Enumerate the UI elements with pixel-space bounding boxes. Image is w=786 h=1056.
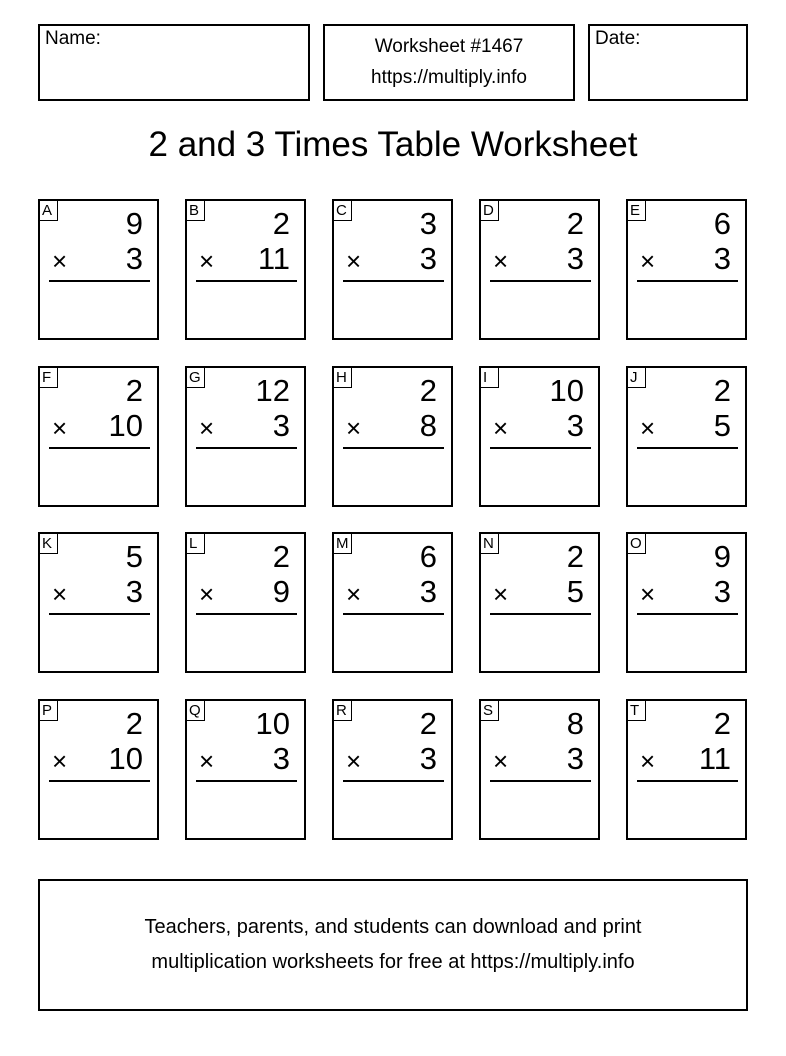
multiplier: 11 — [257, 241, 290, 276]
answer-rule — [343, 780, 444, 782]
problem-letter: E — [627, 200, 646, 221]
problem-letter: L — [186, 533, 205, 554]
problem-letter: O — [627, 533, 646, 554]
multiplier: 3 — [419, 574, 437, 609]
multiplicand: 2 — [713, 706, 731, 741]
multiply-sign: × — [199, 246, 215, 276]
multiplicand: 9 — [713, 539, 731, 574]
multiplicand: 2 — [125, 706, 143, 741]
problem-letter: Q — [186, 700, 205, 721]
worksheet-number: Worksheet #1467 — [374, 36, 524, 57]
multiplier: 10 — [108, 741, 143, 776]
problem-j — [626, 366, 747, 507]
problem-l — [185, 532, 306, 673]
multiplier: 9 — [272, 574, 290, 609]
problem-letter: S — [480, 700, 499, 721]
problem-letter: N — [480, 533, 499, 554]
multiply-sign: × — [346, 579, 362, 609]
multiplicand: 10 — [255, 706, 290, 741]
worksheet-url: https://multiply.info — [371, 67, 527, 88]
answer-rule — [637, 780, 738, 782]
multiplicand: 2 — [419, 373, 437, 408]
problem-s — [479, 699, 600, 840]
multiplier: 3 — [713, 574, 731, 609]
problem-letter: K — [39, 533, 58, 554]
footer-line-1: Teachers, parents, and students can download and print — [144, 916, 642, 938]
problem-b — [185, 199, 306, 340]
answer-rule — [637, 447, 738, 449]
multiplier: 5 — [713, 408, 731, 443]
multiplicand: 12 — [255, 373, 290, 408]
multiplicand: 2 — [419, 706, 437, 741]
multiply-sign: × — [493, 746, 509, 776]
answer-rule — [343, 280, 444, 282]
multiplier: 3 — [272, 408, 290, 443]
multiplier: 3 — [566, 741, 584, 776]
multiply-sign: × — [640, 246, 656, 276]
multiply-sign: × — [199, 413, 215, 443]
problem-t — [626, 699, 747, 840]
multiplicand: 2 — [566, 206, 584, 241]
problem-letter: D — [480, 200, 499, 221]
problem-i — [479, 366, 600, 507]
multiplicand: 6 — [419, 539, 437, 574]
name-label: Name: — [45, 28, 101, 49]
problem-letter: A — [39, 200, 58, 221]
problem-letter: I — [480, 367, 499, 388]
problem-letter: T — [627, 700, 646, 721]
answer-rule — [49, 280, 150, 282]
answer-rule — [343, 447, 444, 449]
answer-rule — [196, 447, 297, 449]
answer-rule — [196, 613, 297, 615]
multiplicand: 2 — [272, 539, 290, 574]
multiplicand: 8 — [566, 706, 584, 741]
answer-rule — [49, 613, 150, 615]
answer-rule — [343, 613, 444, 615]
multiply-sign: × — [52, 246, 68, 276]
problem-letter: C — [333, 200, 352, 221]
footer-line-2: multiplication worksheets for free at https://multiply.info — [151, 951, 635, 973]
multiply-sign: × — [52, 579, 68, 609]
multiplier: 11 — [698, 741, 731, 776]
answer-rule — [490, 447, 591, 449]
multiply-sign: × — [493, 413, 509, 443]
multiplicand: 2 — [713, 373, 731, 408]
multiply-sign: × — [493, 579, 509, 609]
answer-rule — [490, 613, 591, 615]
problem-p — [38, 699, 159, 840]
multiplicand: 3 — [419, 206, 437, 241]
answer-rule — [196, 280, 297, 282]
multiplier: 3 — [419, 741, 437, 776]
problem-letter: R — [333, 700, 352, 721]
multiply-sign: × — [346, 746, 362, 776]
answer-rule — [196, 780, 297, 782]
footer-box — [38, 879, 748, 1011]
multiplier: 3 — [272, 741, 290, 776]
problem-f — [38, 366, 159, 507]
problem-e — [626, 199, 747, 340]
answer-rule — [49, 780, 150, 782]
answer-rule — [637, 280, 738, 282]
answer-rule — [490, 780, 591, 782]
answer-rule — [490, 280, 591, 282]
problem-letter: M — [333, 533, 352, 554]
multiplier: 3 — [566, 408, 584, 443]
multiplier: 3 — [419, 241, 437, 276]
answer-rule — [637, 613, 738, 615]
problem-d — [479, 199, 600, 340]
problem-g — [185, 366, 306, 507]
problem-letter: B — [186, 200, 205, 221]
multiply-sign: × — [52, 413, 68, 443]
problem-k — [38, 532, 159, 673]
multiplier: 3 — [125, 574, 143, 609]
multiplicand: 2 — [125, 373, 143, 408]
problem-letter: F — [39, 367, 58, 388]
problem-o — [626, 532, 747, 673]
multiply-sign: × — [346, 246, 362, 276]
multiplicand: 10 — [549, 373, 584, 408]
multiplicand: 6 — [713, 206, 731, 241]
multiplicand: 2 — [272, 206, 290, 241]
problem-a — [38, 199, 159, 340]
multiply-sign: × — [346, 413, 362, 443]
multiply-sign: × — [493, 246, 509, 276]
multiplier: 3 — [125, 241, 143, 276]
multiply-sign: × — [640, 579, 656, 609]
multiply-sign: × — [199, 746, 215, 776]
multiplier: 8 — [419, 408, 437, 443]
problem-r — [332, 699, 453, 840]
multiplier: 5 — [566, 574, 584, 609]
multiply-sign: × — [199, 579, 215, 609]
multiplicand: 9 — [125, 206, 143, 241]
problem-m — [332, 532, 453, 673]
multiplier: 10 — [108, 408, 143, 443]
problem-h — [332, 366, 453, 507]
problem-letter: J — [627, 367, 646, 388]
date-label: Date: — [595, 28, 641, 49]
page-title: 2 and 3 Times Table Worksheet — [148, 125, 638, 164]
problem-q — [185, 699, 306, 840]
problem-c — [332, 199, 453, 340]
multiplier: 3 — [566, 241, 584, 276]
problem-letter: P — [39, 700, 58, 721]
multiplier: 3 — [713, 241, 731, 276]
problem-letter: H — [333, 367, 352, 388]
multiplicand: 5 — [125, 539, 143, 574]
problem-n — [479, 532, 600, 673]
answer-rule — [49, 447, 150, 449]
multiply-sign: × — [52, 746, 68, 776]
multiplicand: 2 — [566, 539, 584, 574]
problem-letter: G — [186, 367, 205, 388]
multiply-sign: × — [640, 746, 656, 776]
multiply-sign: × — [640, 413, 656, 443]
